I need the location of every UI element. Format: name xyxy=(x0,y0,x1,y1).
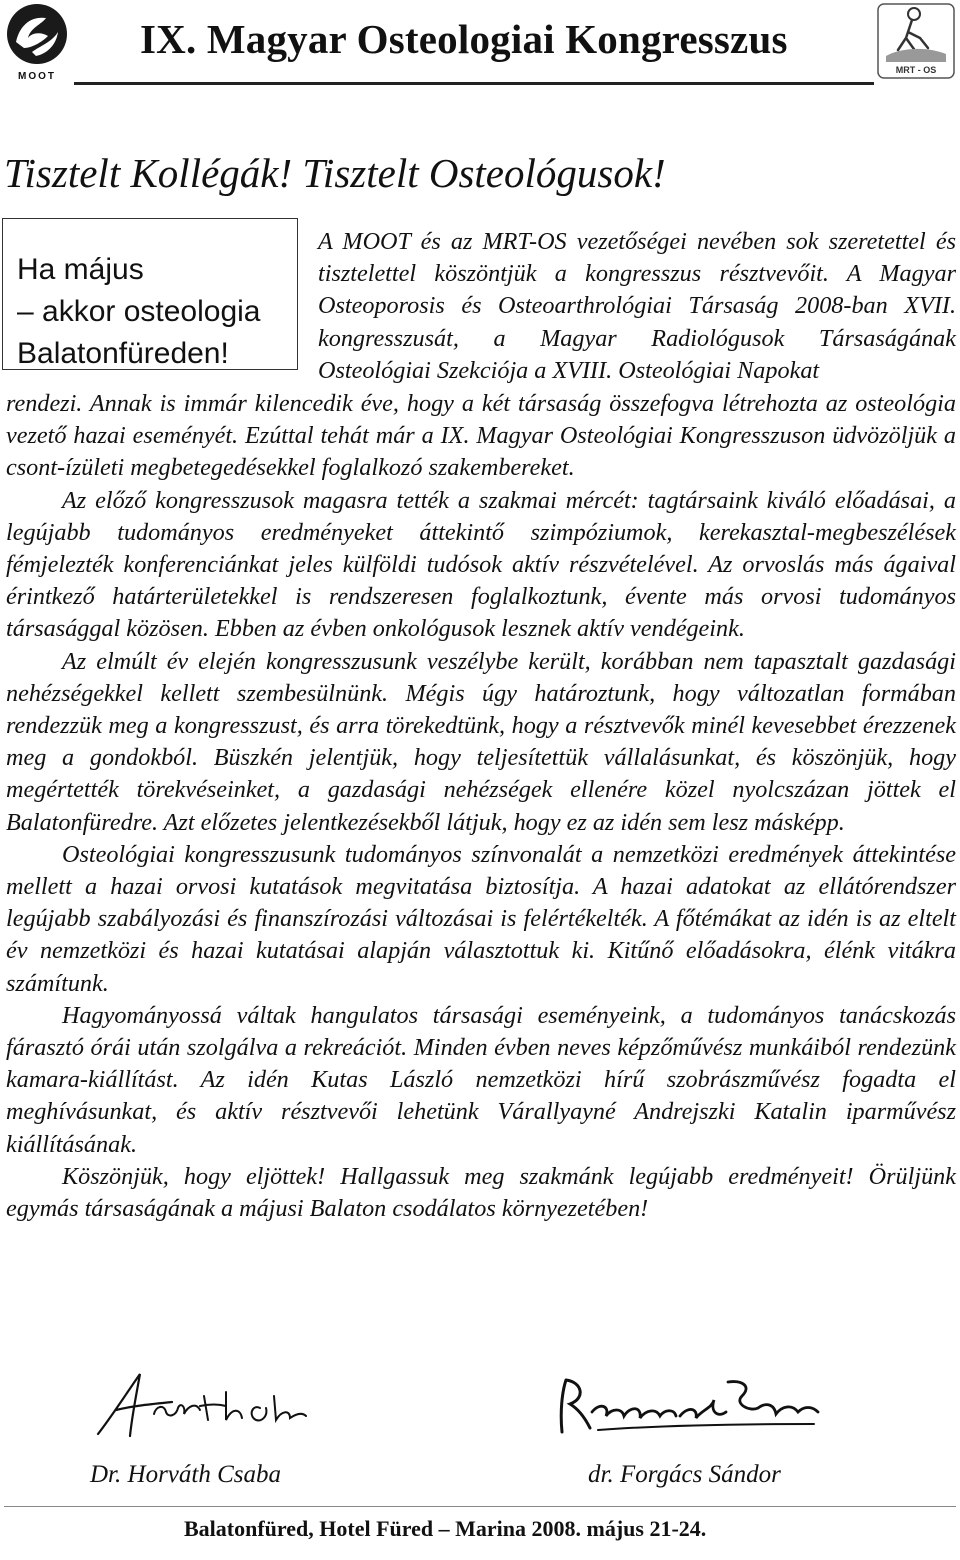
signer-horvath: Dr. Horváth Csaba xyxy=(90,1461,281,1488)
mrt-os-logo-icon xyxy=(876,2,956,80)
motto-line-1: Ha május xyxy=(17,253,144,286)
motto-line-3: Balatonfüreden! xyxy=(17,337,229,370)
motto-box xyxy=(2,218,298,370)
intro-paragraph: A MOOT és az MRT-OS vezetőségei nevében sok szeretettel és tisztelettel köszöntjük a kongresszus résztvevőit. A Magyar Osteoporosis és Osteoarthrológiai Társaság 2008-ban XVII. kongresszusát, a Magyar Radiológusok Társaságának Osteológiai Szekciója a XVIII. Osteológiai Napokat xyxy=(318,228,956,384)
paragraph-0: rendezi. Annak is immár kilencedik éve, hogy a két társaság összefogva létrehozta az osteológia vezető hazai eseményét. Ezúttal tehát már a IX. Magyar Osteológiai Kongresszuson üdvözöljük a csont-ízületi megbetegedésekkel foglalkozó szakembereket. xyxy=(6,390,956,482)
svg-text:MRT - OS: MRT - OS xyxy=(895,65,937,75)
paragraph-3: Osteológiai kongresszusunk tudományos színvonalát a nemzetközi eredmények áttekintése mellett a hazai orvosi kutatások megvitatása biztosítja. A hazai adatokat az ellátórendszer legújabb szabályozási és finanszírozási változásai is felértékelték. A főtémákat az idén is az eltelt év nemzetközi és hazai kutatásai alapján választottuk ki. Kitűnő előadásokra, élénk vitákra számítunk. xyxy=(6,840,956,997)
signer-forgacs: dr. Forgács Sándor xyxy=(588,1461,781,1488)
intro-text xyxy=(318,226,956,387)
letter-body xyxy=(6,388,956,1225)
paragraph-5: Köszönjük, hogy eljöttek! Hallgassuk meg szakmánk legújabb eredményeit! Örüljünk egymás társaságának a májusi Balaton csodálatos környezetében! xyxy=(6,1162,956,1223)
svg-text:MOOT: MOOT xyxy=(18,71,56,82)
footer-divider xyxy=(4,1506,956,1507)
page-title: IX. Magyar Osteologiai Kongresszus xyxy=(140,16,788,62)
moot-logo-icon xyxy=(2,2,72,82)
signature-horvath-icon xyxy=(92,1366,322,1446)
signature-forgacs-icon xyxy=(552,1372,832,1442)
greeting: Tisztelt Kollégák! Tisztelt Osteológusok! xyxy=(4,150,666,196)
footer-venue-date: Balatonfüred, Hotel Füred – Marina 2008. május 21-24. xyxy=(184,1516,707,1541)
header-divider xyxy=(74,82,874,85)
motto-line-2: – akkor osteologia xyxy=(17,295,261,328)
paragraph-1: Az előző kongresszusok magasra tették a szakmai mércét: tagtársaink kiváló előadásai, a legújabb tudományos eredményeket áttekintő szimpóziumok, kerekasztal-megbeszélések fémjelezték konferenciánkat jeles külföldi tudósok aktív részvételével. Az orvoslás más ágaival érintkező határterületekkel is rendszeresen foglalkoztunk, évente más orvosi tudományos társasággal közösen. Ebben az évben onkológusok lesznek aktív vendégeink. xyxy=(6,486,956,643)
page-header xyxy=(0,0,960,92)
paragraph-4: Hagyományossá váltak hangulatos társasági eseményeink, a tudományos tanácskozás fárasztó órái után szolgálva a rekreációt. Minden évben neves képzőművész munkáiból rendezünk kamara-kiállítást. Az idén Kutas László nemzetközi hírű szobrászművész fogadta el meghívásunkat, és aktív résztvevői lehetünk Várallyayné Andrejszki Katalin iparművész kiállításának. xyxy=(6,1001,956,1158)
paragraph-2: Az elmúlt év elején kongresszusunk veszélybe került, korábban nem tapasztalt gazdasági nehézségekkel kellett szembesülnünk. Mégis úgy határoztunk, hogy változatlan formában rendezzük meg a kongresszust, és arra törekedtünk, hogy a résztvevők minél kevesebbet érezzenek meg a gondokból. Büszkén jelentjük, hogy teljesítettük vállalásunkat, és köszönjük, hogy megértették törekvéseinket, a gazdasági nehézségek ellenére közel nyolcszázan jöttek el Balatonfüredre. Azt előzetes jelentkezésekből látjuk, hogy ez az idén sem lesz másképp. xyxy=(6,647,956,836)
